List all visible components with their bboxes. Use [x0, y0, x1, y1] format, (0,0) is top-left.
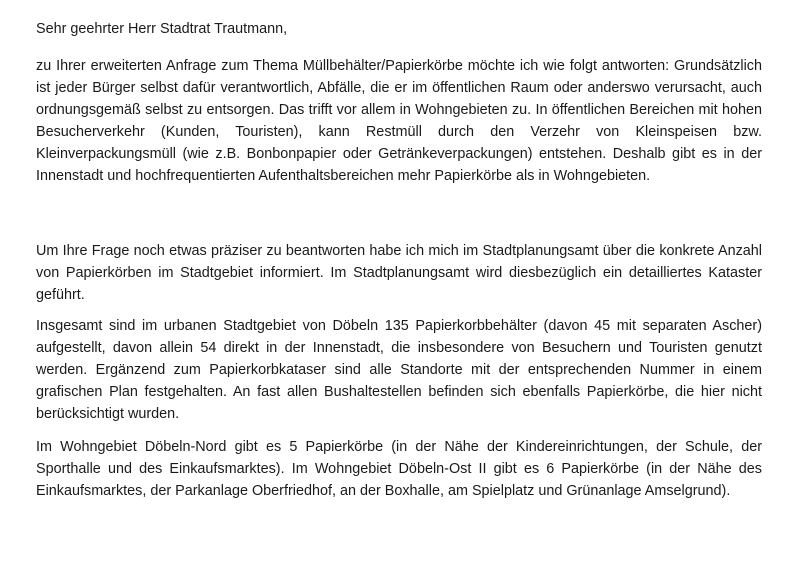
paragraph-bin-count: Insgesamt sind im urbanen Stadtgebiet von Döbeln 135 Papierkorbbehälter (davon 45 mit separaten Ascher) aufgestellt, davon allein 54 direkt in der Innenstadt, die insbesondere von Besuchern und Touristen genutzt werden. Ergänzend zum Papierkorbkataser sind alle Standorte mit der entsprechenden Nummer in einem grafischen Plan festgehalten. An fast allen Bushaltestellen befinden sich ebenfalls Papierkörbe, die hier nicht berücksichtigt wurden.: [36, 318, 762, 422]
paragraph-planning-office: Um Ihre Frage noch etwas präziser zu beantworten habe ich mich im Stadtplanungsamt über die konkrete Anzahl von Papierkörben im Stadtgebiet informiert. Im Stadtplanungsamt wird diesbezüglich ein detailliertes Kataster geführt.: [36, 243, 762, 303]
salutation: Sehr geehrter Herr Stadtrat Trautmann,: [36, 21, 288, 37]
paragraph-residential-areas: Im Wohngebiet Döbeln-Nord gibt es 5 Papierkörbe (in der Nähe der Kindereinrichtungen, der Schule, der Sporthalle und des Einkaufsmarktes). Im Wohngebiet Döbeln-Ost II gibt es 6 Papierkörbe (in der Nähe des Einkaufsmarktes, der Parkanlage Oberfriedhof, an der Boxhalle, am Spielplatz und Grünanlage Amselgrund).: [36, 439, 762, 499]
paragraph-waste-responsibility: zu Ihrer erweiterten Anfrage zum Thema Müllbehälter/Papierkörbe möchte ich wie folgt antworten: Grundsätzlich ist jeder Bürger selbst dafür verantwortlich, Abfälle, die er im öffentlichen Raum oder anderswo verursacht, auch ordnungsgemäß selbst zu entsorgen. Das trifft vor allem in Wohngebieten zu. In öffentlichen Bereichen mit hohen Besucherverkehr (Kunden, Touristen), kann Restmüll durch den Verzehr von Kleinspeisen bzw. Kleinverpackungsmüll (wie z.B. Bonbonpapier oder Getränkeverpackungen) entstehen. Deshalb gibt es in der Innenstadt und hochfrequentierten Aufenthaltsbereichen mehr Papierkörbe als in Wohngebieten.: [36, 58, 762, 184]
